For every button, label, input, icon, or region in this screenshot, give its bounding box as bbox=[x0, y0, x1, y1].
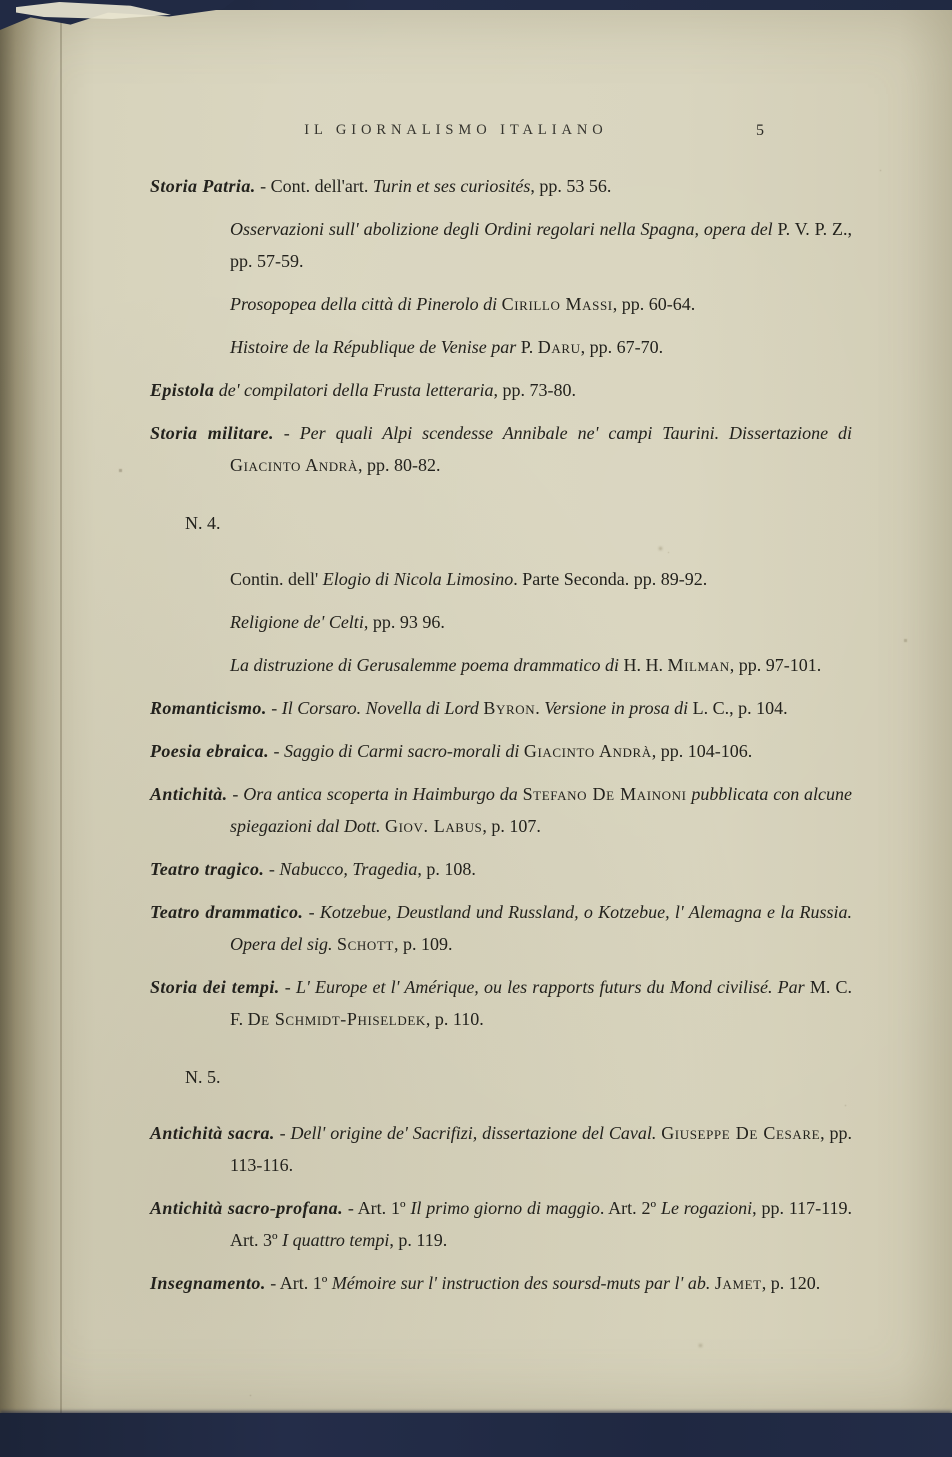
page-header bbox=[150, 122, 762, 146]
catalog-entry: Antichità sacra. - Dell' origine de' Sacrifizi, dissertazione del Caval. Giuseppe De Cesare, pp. 113-116. bbox=[150, 1123, 853, 1175]
catalog-entry: Epistola de' compilatori della Frusta letteraria, pp. 73-80. bbox=[150, 380, 577, 400]
page-number: 5 bbox=[756, 122, 764, 139]
catalog-entry: Antichità sacro-profana. - Art. 1º Il primo giorno di maggio. Art. 2º Le rogazioni, pp. 117-119. Art. 3º I quattro tempi, p. 119. bbox=[150, 1198, 853, 1250]
section-heading: N. 4. bbox=[185, 513, 221, 533]
section-heading: N. 5. bbox=[185, 1067, 221, 1087]
catalog-entry: Histoire de la République de Venise par P. Daru, pp. 67-70. bbox=[230, 337, 664, 357]
catalog-entry: Romanticismo. - Il Corsaro. Novella di Lord Byron. Versione in prosa di L. C., p. 104. bbox=[150, 698, 788, 718]
running-title: IL GIORNALISMO ITALIANO bbox=[304, 122, 608, 138]
catalog-entry: Poesia ebraica. - Saggio di Carmi sacro-morali di Giacinto Andrà, pp. 104-106. bbox=[150, 741, 753, 761]
catalog-entry: Osservazioni sull' abolizione degli Ordini regolari nella Spagna, opera del P. V. P. Z., pp. 57-59. bbox=[230, 219, 852, 271]
catalog-entry: La distruzione di Gerusalemme poema drammatico di H. H. Milman, pp. 97-101. bbox=[230, 655, 822, 675]
catalog-entry: Storia militare. - Per quali Alpi scendesse Annibale ne' campi Taurini. Dissertazione di Giacinto Andrà, pp. 80-82. bbox=[150, 423, 852, 475]
catalog-entry: Storia Patria. - Cont. dell'art. Turin et ses curiosités, pp. 53 56. bbox=[150, 176, 612, 196]
bottom-binding-edge bbox=[0, 1413, 952, 1457]
catalog-entry: Prosopopea della città di Pinerolo di Cirillo Massi, pp. 60-64. bbox=[230, 294, 696, 314]
catalog-entry: Teatro drammatico. - Kotzebue, Deustland und Russland, o Kotzebue, l' Alemagna e la Russia. Opera del sig. Schott, p. 109. bbox=[150, 902, 852, 954]
catalog-entry: Contin. dell' Elogio di Nicola Limosino. Parte Seconda. pp. 89-92. bbox=[230, 569, 708, 589]
entries-list bbox=[150, 170, 852, 1299]
catalog-entry: Antichità. - Ora antica scoperta in Haimburgo da Stefano De Mainoni pubblicata con alcune spiegazioni dal Dott. Giov. Labus, p. 107. bbox=[150, 784, 853, 836]
catalog-entry: Religione de' Celti, pp. 93 96. bbox=[230, 612, 445, 632]
catalog-entry: Storia dei tempi. - L' Europe et l' Amérique, ou les rapports futurs du Mond civilisé. Par M. C. F. De Schmidt-Phiseldek, p. 110. bbox=[150, 977, 852, 1029]
paper bbox=[0, 10, 952, 1413]
catalog-entry: Teatro tragico. - Nabucco, Tragedia, p. 108. bbox=[150, 859, 476, 879]
catalog-entry: Insegnamento. - Art. 1º Mémoire sur l' instruction des soursd-muts par l' ab. Jamet, p. 120. bbox=[150, 1273, 821, 1293]
